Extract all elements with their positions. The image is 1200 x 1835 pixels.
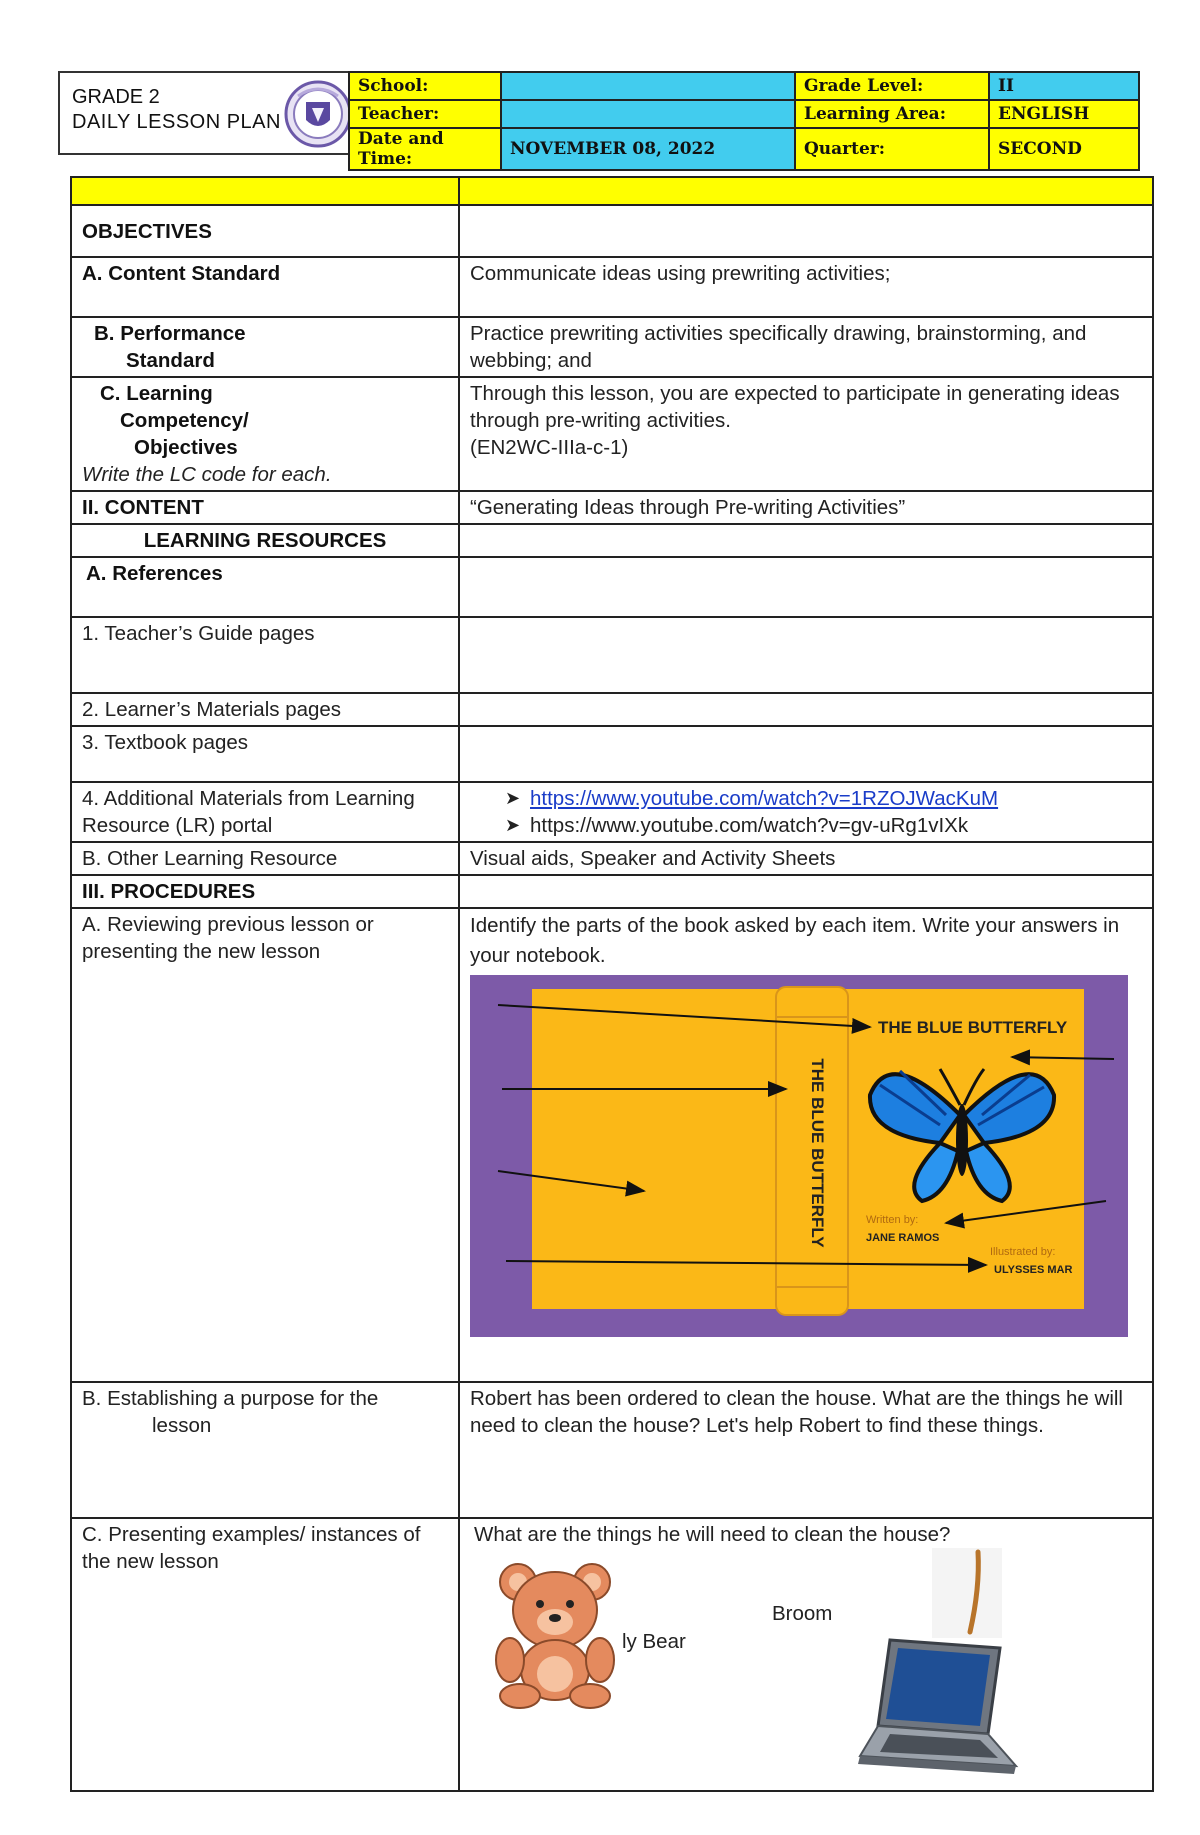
references-label	[71, 557, 459, 617]
performance-standard-label	[71, 317, 459, 377]
header-title-box	[58, 71, 350, 155]
performance-standard-line2: Standard	[126, 349, 215, 372]
author-name: JANE RAMOS	[866, 1232, 940, 1244]
references-text: A. References	[86, 562, 223, 585]
lc-line2: Competency/	[120, 409, 249, 432]
presenting-examples-label: C. Presenting examples/ instances of the new lesson	[71, 1518, 459, 1791]
content-standard-label	[71, 257, 459, 317]
additional-materials-label: 4. Additional Materials from Learning Resource (LR) portal	[71, 782, 459, 842]
textbook-value	[459, 726, 1153, 782]
learning-competency-value	[459, 377, 1153, 491]
grade-level-label: Grade Level:	[795, 72, 989, 100]
review-instruction: Identify the parts of the book asked by each item. Write your answers in your notebook.	[470, 914, 1120, 967]
procedures-value	[459, 875, 1153, 908]
school-label: School:	[349, 72, 501, 100]
lc-code: (EN2WC-IIIa-c-1)	[470, 436, 629, 459]
youtube-link-1[interactable]: https://www.youtube.com/watch?v=1RZOJWacKuM	[530, 787, 999, 810]
additional-materials-value	[459, 782, 1153, 842]
arrow-bullet-icon: ➤	[505, 815, 521, 835]
lc-line3: Objectives	[134, 436, 238, 459]
other-resource-value: Visual aids, Speaker and Activity Sheets	[459, 842, 1153, 875]
learning-resources-value	[459, 524, 1153, 557]
learning-area-label: Learning Area:	[795, 100, 989, 128]
establishing-purpose-value: Robert has been ordered to clean the house. What are the things he will need to clean the house? Let's help Robert to find these things.	[459, 1382, 1153, 1518]
illustrated-by-label: Illustrated by:	[990, 1246, 1056, 1258]
book-parts-illustration	[470, 975, 1128, 1337]
spine-title: THE BLUE BUTTERFLY	[808, 1058, 827, 1248]
establishing-purpose-label	[71, 1382, 459, 1518]
references-value	[459, 557, 1153, 617]
teddy-bear-icon	[488, 1558, 628, 1710]
performance-standard-line1: B. Performance	[94, 322, 246, 345]
objectives-text: OBJECTIVES	[82, 219, 212, 243]
teddy-bear-label: ly Bear	[622, 1630, 686, 1653]
teachers-guide-label: 1. Teacher’s Guide pages	[71, 617, 459, 693]
learning-area-value: ENGLISH	[989, 100, 1139, 128]
learning-resources-heading	[71, 524, 459, 557]
youtube-link-2: https://www.youtube.com/watch?v=gv-uRg1vIXk	[530, 814, 969, 837]
performance-standard-value: Practice prewriting activities specifically drawing, brainstorming, and webbing; and	[459, 317, 1153, 377]
list-item	[470, 785, 1142, 812]
learners-materials-value	[459, 693, 1153, 726]
cover-title: THE BLUE BUTTERFLY	[878, 1018, 1068, 1037]
laptop-icon	[850, 1634, 1020, 1784]
teacher-label: Teacher:	[349, 100, 501, 128]
illustrator-name: ULYSSES MAR	[994, 1264, 1073, 1276]
content-value: “Generating Ideas through Pre-writing Activities”	[459, 491, 1153, 524]
grade-level-value: II	[989, 72, 1139, 100]
lc-note: Write the LC code for each.	[82, 463, 332, 486]
lesson-plan-table	[70, 176, 1154, 1792]
content-standard-text: A. Content Standard	[82, 262, 281, 285]
content-label-text: II. CONTENT	[82, 496, 204, 519]
header-yellow-cell-right	[459, 177, 1153, 205]
header-yellow-cell-left	[71, 177, 459, 205]
teacher-value	[501, 100, 795, 128]
school-value	[501, 72, 795, 100]
reviewing-lesson-label: A. Reviewing previous lesson or presenting the new lesson	[71, 908, 459, 1382]
teachers-guide-value	[459, 617, 1153, 693]
school-info-table	[348, 71, 1140, 171]
procedures-heading	[71, 875, 459, 908]
content-standard-value: Communicate ideas using prewriting activities;	[459, 257, 1153, 317]
date-value: NOVEMBER 08, 2022	[501, 128, 795, 170]
textbook-label: 3. Textbook pages	[71, 726, 459, 782]
objectives-heading	[71, 205, 459, 257]
learners-materials-label: 2. Learner’s Materials pages	[71, 693, 459, 726]
cleaning-items-pictures	[470, 1548, 1130, 1788]
other-resource-label: B. Other Learning Resource	[71, 842, 459, 875]
purpose-line2: lesson	[152, 1414, 212, 1437]
written-by-label: Written by:	[866, 1214, 919, 1226]
procedures-text: III. PROCEDURES	[82, 880, 256, 903]
deped-seal-icon	[284, 78, 352, 150]
broom-label: Broom	[772, 1602, 833, 1625]
date-label: Date and Time:	[349, 128, 501, 170]
lc-text: Through this lesson, you are expected to participate in generating ideas through pre-writing activities.	[470, 382, 1120, 432]
presenting-examples-value	[459, 1518, 1153, 1791]
grade-title: GRADE 2	[72, 86, 160, 108]
presenting-question: What are the things he will need to clean the house?	[474, 1523, 951, 1546]
plan-title: DAILY LESSON PLAN	[72, 111, 281, 133]
list-item	[470, 812, 1142, 839]
content-label	[71, 491, 459, 524]
learning-resources-text: LEARNING RESOURCES	[143, 529, 387, 552]
lc-line1: C. Learning	[100, 382, 213, 405]
broom-handle-icon	[932, 1548, 1002, 1638]
objectives-value	[459, 205, 1153, 257]
quarter-value: SECOND	[989, 128, 1139, 170]
learning-competency-label	[71, 377, 459, 491]
purpose-line1: B. Establishing a purpose for the	[82, 1387, 379, 1410]
reviewing-lesson-value	[459, 908, 1153, 1382]
quarter-label: Quarter:	[795, 128, 989, 170]
arrow-bullet-icon: ➤	[505, 788, 521, 808]
